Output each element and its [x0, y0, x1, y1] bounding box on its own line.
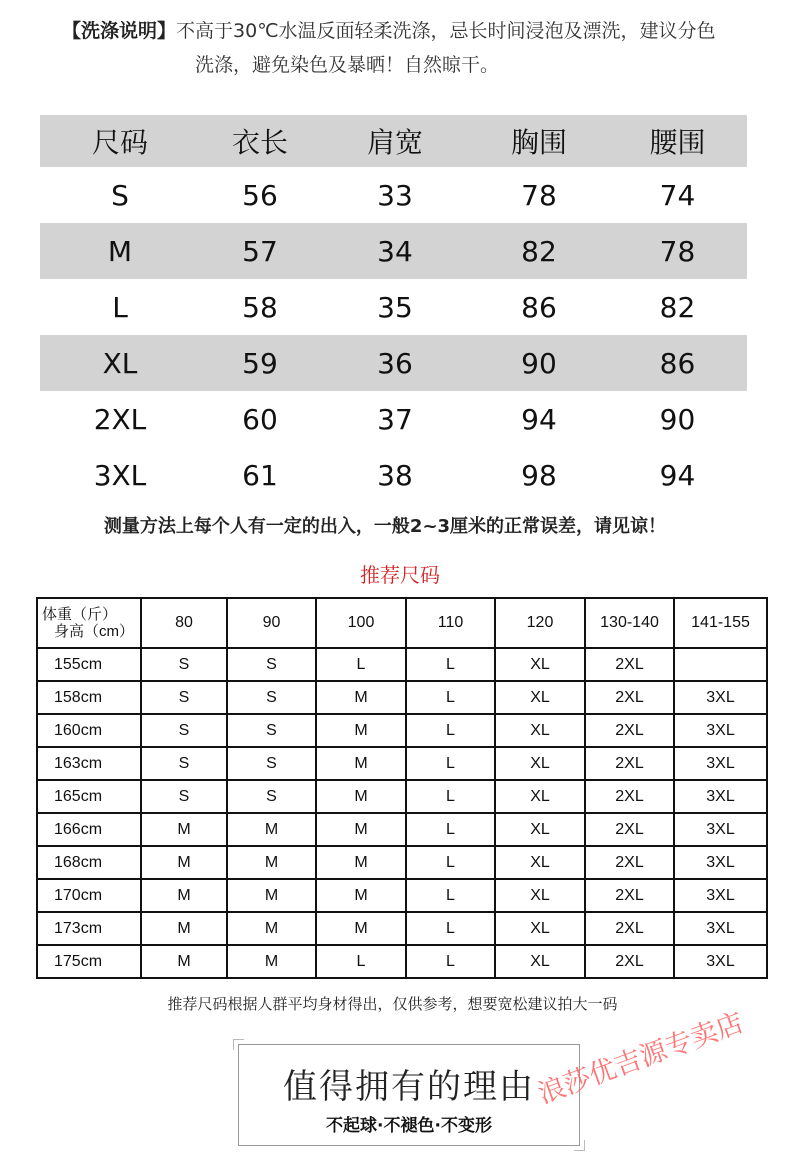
recommendation-row	[37, 681, 767, 714]
recommended-size-cell: M	[316, 714, 406, 747]
recommended-size-cell: M	[227, 846, 316, 879]
reasons-title: 值得拥有的理由	[283, 1067, 535, 1107]
recommended-size-cell: L	[406, 747, 495, 780]
recommended-size-cell: XL	[495, 846, 585, 879]
recommended-size-cell: M	[316, 879, 406, 912]
recommendation-row	[37, 780, 767, 813]
recommended-size-cell: XL	[495, 945, 585, 978]
measurement-note: 测量方法上每个人有一定的出入，一般2~3厘米的正常误差，请见谅！	[103, 516, 667, 537]
recommended-size-cell: L	[406, 780, 495, 813]
weight-header-cell: 141-155	[674, 598, 767, 648]
size-cell: M	[107, 234, 133, 268]
size-cell: 61	[242, 458, 278, 492]
recommended-size-cell: 3XL	[674, 945, 767, 978]
recommendation-row	[37, 714, 767, 747]
recommended-size-cell: M	[227, 879, 316, 912]
size-cell: XL	[102, 346, 138, 380]
recommended-size-cell: 2XL	[585, 780, 674, 813]
recommended-size-cell: 3XL	[674, 714, 767, 747]
recommended-size-cell: M	[227, 912, 316, 945]
height-cell: 165cm	[37, 780, 141, 813]
size-cell: 90	[659, 402, 696, 436]
recommended-size-cell: M	[141, 879, 227, 912]
recommended-size-cell: M	[316, 681, 406, 714]
size-cell: 86	[521, 290, 557, 324]
size-header-cell: 腰围	[649, 126, 706, 159]
recommended-size-cell: XL	[495, 681, 585, 714]
recommended-size-cell: S	[141, 747, 227, 780]
weight-axis-label: 体重（斤）	[42, 606, 118, 623]
reasons-banner	[238, 1044, 580, 1146]
size-cell: S	[111, 178, 129, 212]
recommended-size-cell: M	[227, 813, 316, 846]
recommendation-row	[37, 879, 767, 912]
weight-header-cell: 100	[316, 598, 406, 648]
recommendation-header-row	[37, 598, 767, 648]
size-cell: 38	[377, 458, 413, 492]
recommended-size-cell: XL	[495, 912, 585, 945]
recommended-size-cell: M	[316, 780, 406, 813]
height-cell: 170cm	[37, 879, 141, 912]
recommendation-row	[37, 648, 767, 681]
size-header-cell: 胸围	[510, 126, 567, 159]
recommended-size-cell: S	[227, 714, 316, 747]
recommended-size-cell: M	[141, 912, 227, 945]
recommended-size-cell: 3XL	[674, 813, 767, 846]
recommendation-row	[37, 912, 767, 945]
recommended-size-cell: 2XL	[585, 714, 674, 747]
recommended-size-cell: S	[141, 681, 227, 714]
height-cell: 163cm	[37, 747, 141, 780]
size-cell: 56	[242, 178, 278, 212]
recommended-size-cell: M	[141, 945, 227, 978]
recommended-size-cell: L	[406, 879, 495, 912]
size-header-cell: 尺码	[91, 126, 148, 159]
recommended-size-cell: S	[141, 780, 227, 813]
recommended-size-cell: S	[227, 648, 316, 681]
reasons-subtitle: 不起球·不褪色·不变形	[326, 1116, 492, 1136]
recommended-size-cell: M	[227, 945, 316, 978]
weight-header-cell: 130-140	[585, 598, 674, 648]
size-cell: 98	[521, 458, 557, 492]
recommended-size-cell: L	[406, 714, 495, 747]
recommended-size-cell: M	[316, 747, 406, 780]
height-cell: 175cm	[37, 945, 141, 978]
washing-label: 【洗涤说明】	[62, 20, 177, 42]
weight-header-cell: 120	[495, 598, 585, 648]
size-cell: 78	[659, 234, 696, 268]
size-cell: 33	[377, 178, 413, 212]
size-chart-row	[40, 391, 747, 447]
size-cell: 90	[521, 346, 557, 380]
height-cell: 173cm	[37, 912, 141, 945]
size-cell: 86	[659, 346, 696, 380]
size-cell: 94	[659, 458, 696, 492]
recommended-size-cell: 3XL	[674, 681, 767, 714]
washing-instructions	[62, 14, 782, 82]
recommended-size-cell: 2XL	[585, 912, 674, 945]
washing-line-2: 洗涤，避免染色及暴晒！自然晾干。	[195, 54, 500, 76]
recommended-size-cell: L	[316, 648, 406, 681]
recommended-size-cell	[674, 648, 767, 681]
recommendation-row	[37, 813, 767, 846]
size-cell: 37	[377, 402, 413, 436]
recommended-size-cell: XL	[495, 648, 585, 681]
recommended-size-cell: M	[141, 813, 227, 846]
recommended-size-cell: XL	[495, 879, 585, 912]
size-cell: 58	[242, 290, 278, 324]
size-chart-row	[40, 279, 747, 335]
recommended-size-cell: L	[406, 846, 495, 879]
recommended-size-cell: L	[406, 813, 495, 846]
size-cell: L	[112, 290, 128, 324]
recommended-size-cell: L	[406, 648, 495, 681]
recommended-size-cell: M	[141, 846, 227, 879]
corner-header-cell	[37, 598, 141, 648]
recommended-size-cell: M	[316, 813, 406, 846]
recommended-size-cell: M	[316, 846, 406, 879]
recommended-size-cell: 2XL	[585, 945, 674, 978]
size-chart-row	[40, 447, 747, 503]
height-cell: 168cm	[37, 846, 141, 879]
size-chart-header	[40, 115, 747, 167]
weight-header-cell: 110	[406, 598, 495, 648]
size-header-cell: 肩宽	[366, 126, 423, 159]
recommended-size-cell: L	[406, 912, 495, 945]
recommended-size-cell: XL	[495, 780, 585, 813]
recommended-size-cell: 2XL	[585, 846, 674, 879]
size-cell: 59	[242, 346, 278, 380]
size-cell: 35	[377, 290, 413, 324]
recommendation-table	[36, 597, 768, 979]
size-chart-row	[40, 167, 747, 223]
height-cell: 166cm	[37, 813, 141, 846]
recommendation-row	[37, 945, 767, 978]
size-chart	[40, 115, 747, 503]
recommended-size-cell: S	[227, 747, 316, 780]
recommended-size-cell: S	[227, 681, 316, 714]
recommended-size-cell: XL	[495, 813, 585, 846]
weight-header-cell: 80	[141, 598, 227, 648]
height-axis-label: 身高（cm）	[54, 623, 134, 640]
size-cell: 3XL	[93, 458, 147, 492]
store-watermark: 浪莎优吉源专卖店	[534, 1007, 748, 1111]
size-cell: 57	[242, 234, 278, 268]
size-cell: 82	[659, 290, 696, 324]
recommended-size-cell: 3XL	[674, 846, 767, 879]
recommended-size-cell: 2XL	[585, 681, 674, 714]
recommended-size-cell: L	[316, 945, 406, 978]
size-cell: 74	[659, 178, 696, 212]
corner-decoration	[233, 1039, 244, 1050]
recommended-size-cell: M	[316, 912, 406, 945]
recommended-size-cell: L	[406, 945, 495, 978]
recommendation-row	[37, 747, 767, 780]
size-chart-row	[40, 335, 747, 391]
size-cell: 94	[521, 402, 557, 436]
washing-line-1: 不高于30℃水温反面轻柔洗涤，忌长时间浸泡及漂洗，建议分色	[176, 20, 716, 42]
recommended-size-cell: 3XL	[674, 879, 767, 912]
size-cell: 2XL	[93, 402, 147, 436]
size-chart-row	[40, 223, 747, 279]
recommended-size-cell: L	[406, 681, 495, 714]
size-cell: 82	[521, 234, 557, 268]
recommended-size-cell: 2XL	[585, 813, 674, 846]
recommended-size-cell: 3XL	[674, 747, 767, 780]
height-cell: 155cm	[37, 648, 141, 681]
recommended-size-cell: S	[141, 648, 227, 681]
height-cell: 158cm	[37, 681, 141, 714]
recommended-size-cell: XL	[495, 714, 585, 747]
size-cell: 34	[377, 234, 413, 268]
recommended-size-cell: 2XL	[585, 648, 674, 681]
height-cell: 160cm	[37, 714, 141, 747]
recommended-size-cell: 3XL	[674, 780, 767, 813]
corner-decoration	[574, 1140, 585, 1151]
weight-header-cell: 90	[227, 598, 316, 648]
recommendation-row	[37, 846, 767, 879]
recommended-size-cell: S	[141, 714, 227, 747]
recommended-size-cell: 2XL	[585, 747, 674, 780]
recommendation-title: 推荐尺码	[360, 563, 440, 587]
recommended-size-cell: XL	[495, 747, 585, 780]
size-cell: 78	[521, 178, 557, 212]
size-header-cell: 衣长	[231, 126, 288, 159]
size-cell: 36	[377, 346, 413, 380]
size-cell: 60	[242, 402, 278, 436]
recommendation-note: 推荐尺码根据人群平均身材得出，仅供参考，想要宽松建议拍大一码	[167, 995, 618, 1013]
recommended-size-cell: 2XL	[585, 879, 674, 912]
recommended-size-cell: 3XL	[674, 912, 767, 945]
recommended-size-cell: S	[227, 780, 316, 813]
